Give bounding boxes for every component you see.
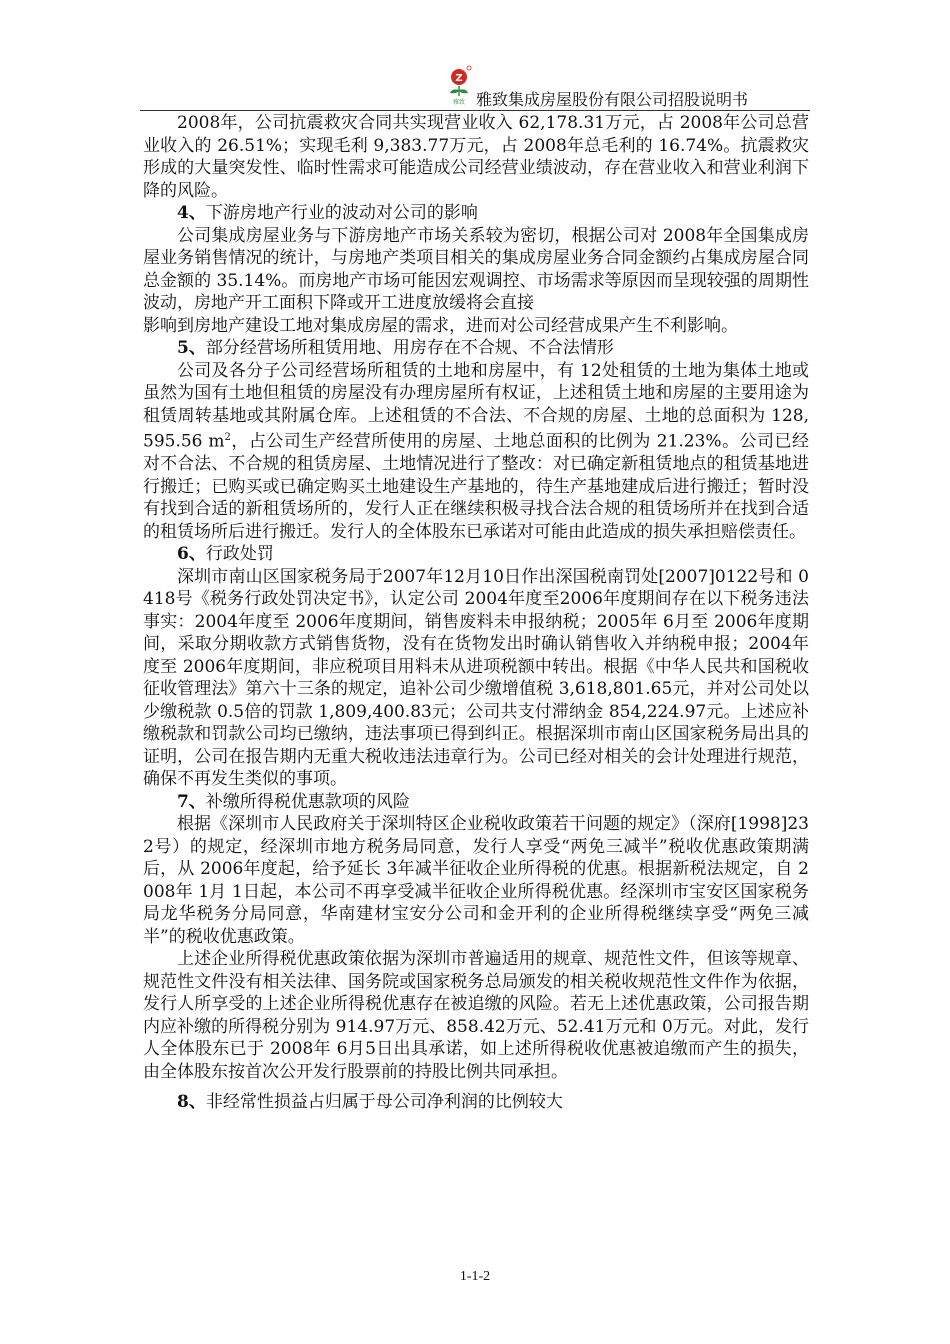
paragraph-tax-penalty: 深圳市南山区国家税务局于2007年12月10日作出深国税南罚处[2007]0122号和 0418号《税务行政处罚决定书》，认定公司 2004年度至2006年度期间存在以下税务违法事实：2004年度至 2006年度期间，销售废料未申报纳税；2005年 6月至 2006年度期间，采取分期收款方式销售货物，没有在货物发出时确认销售收入并纳税申报；2004年度至 2006年度期间，非应税项目用料未从进项税额中转出。根据《中华人民共和国税收征收管理法》第六十三条的规定，追补公司少缴增值税 3,618,801.65元，并对公司处以少缴税款 0.5倍的罚款 1,809,400.83元；公司共支付滞纳金 854,224.97元。上述应补缴税款和罚款公司均已缴纳，违法事项已得到纠正。根据深圳市南山区国家税务局出具的证明，公司在报告期内无重大税收违法违章行为。公司已经对相关的会计处理进行规范，确保不再发生类似的事项。: [143, 566, 809, 790]
logo-text: 雅致: [452, 99, 466, 106]
document-body: [143, 112, 809, 1114]
section-number: 4、: [177, 203, 206, 223]
paragraph-leased-land: [143, 360, 809, 544]
section-heading-8: [143, 1091, 809, 1114]
section-heading-6: [143, 543, 809, 566]
section-heading-7: [143, 791, 809, 814]
page-number: 1-1-2: [459, 1269, 491, 1284]
section-number: 6、: [177, 544, 206, 565]
paragraph-tax-preference: 根据《深圳市人民政府关于深圳特区企业税收政策若干问题的规定》（深府[1998]232号）的规定，经深圳市地方税务局同意，发行人享受“两免三减半”税收优惠政策期满后，从 2006年度起，给予延长 3年减半征收企业所得税的优惠。根据新税法规定，自 2008年 1月 1日起，本公司不再享受减半征收企业所得税优惠。经深圳市宝安区国家税务局龙华税务分局同意，华南建材宝安分公司和金开利的企业所得税继续享受“两免三减半”的税收优惠政策。: [143, 814, 809, 947]
superscript: 2: [224, 432, 231, 443]
paragraph-real-estate-cont: 影响到房地产建设工地对集成房屋的需求，进而对公司经营成果产生不利影响。: [143, 315, 738, 336]
paragraph-earthquake-revenue: 2008年，公司抗震救灾合同共实现营业收入 62,178.31万元，占 2008年公司总营业收入的 26.51%；实现毛利 9,383.77万元，占 2008年总毛利的 16.74%。抗震救灾形成的大量突发性、临时性需求可能造成公司经营业绩波动，存在营业收入和营业利润下降的风险。: [143, 113, 809, 201]
paragraph-real-estate: 公司集成房屋业务与下游房地产市场关系较为密切，根据公司对 2008年全国集成房屋业务销售情况的统计，与房地产类项目相关的集成房屋业务合同金额约占集成房屋合同总金额的 35.14%。而房地产市场可能因宏观调控、市场需求等原因而呈现较强的周期性波动，房地产开工面积下降或开工进度放缓将会直接: [143, 225, 809, 313]
section-number: 8、: [177, 1092, 206, 1113]
section-title: 非经常性损益占归属于母公司净利润的比例较大: [205, 1092, 563, 1113]
header-divider: [140, 110, 810, 111]
document-header-title: 雅致集成房屋股份有限公司招股说明书: [476, 90, 749, 109]
section-number: 7、: [177, 791, 206, 812]
text-fragment: 公司及各分子公司经营场所租赁的土地和房屋中，有 12处租赁的土地为集体土地或虽然为国有土地但租赁的房屋没有办理房屋所有权证，上述租赁土地和房屋的主要用途为租赁周转基地或其附属仓库。上述租赁的不合法、不合规的房屋、土地的总面积为 128,595.56 m: [143, 360, 809, 452]
section-title: 补缴所得税优惠款项的风险: [205, 791, 410, 812]
section-title: 下游房地产行业的波动对公司的影响: [205, 203, 478, 223]
section-number: 5、: [177, 338, 206, 358]
company-logo-icon: [447, 64, 473, 106]
section-heading-4: [143, 202, 809, 225]
text-fragment: ，占公司生产经营所使用的房屋、土地总面积的比例为 21.23%。公司已经对不合法、不合规的租赁房屋、土地情况进行了整改：对已确定新租赁地点的租赁基地进行搬迁；已购买或已确定购买土地建设生产基地的，待生产基地建成后进行搬迁；暂时没有找到合适的新租赁场所的，发行人正在继续积极寻找合法合规的租赁场所并在找到合适的租赁场所后进行搬迁。发行人的全体股东已承诺对可能由此造成的损失承担赔偿责任。: [143, 431, 809, 542]
paragraph-tax-recovery-risk: 上述企业所得税优惠政策依据为深圳市普遍适用的规章、规范性文件，但该等规章、规范性文件没有相关法律、国务院或国家税务总局颁发的相关税收规范性文件作为依据，发行人所享受的上述企业所得税优惠存在被追缴的风险。若无上述优惠政策，公司报告期内应补缴的所得税分别为 914.97万元、858.42万元、52.41万元和 0万元。对此，发行人全体股东已于 2008年 6月5日出具承诺，如上述所得税收优惠被追缴而产生的损失，由全体股东按首次公开发行股票前的持股比例共同承担。: [143, 949, 809, 1082]
section-title: 行政处罚: [205, 544, 274, 565]
section-heading-5: [143, 337, 809, 360]
section-title: 部分经营场所租赁用地、用房存在不合规、不合法情形: [205, 338, 614, 358]
svg-text:Z: Z: [455, 73, 463, 84]
